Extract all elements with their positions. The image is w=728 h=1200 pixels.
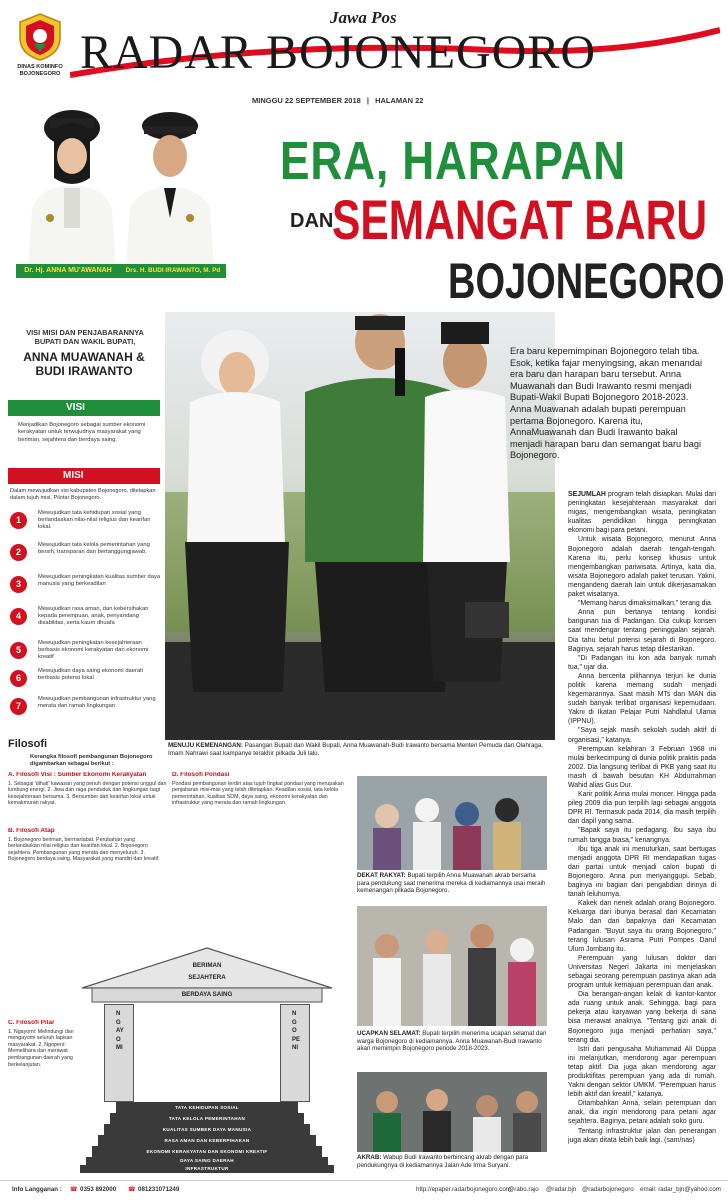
main-photo: [165, 312, 555, 740]
misi-label: MISI: [8, 468, 160, 484]
filosofi-b-head: B. Filosofi Atap: [8, 828, 55, 834]
phone-icon: ☎: [70, 1186, 78, 1193]
filosofi-a-head: A. Filosofi Visi : Sumber Ekonomi Kerakyatan: [8, 772, 147, 778]
list-item: [10, 542, 158, 570]
filosofi-title: Filosofi: [8, 738, 48, 750]
pillar-diagram: [72, 946, 342, 1176]
headline-line2: SEMANGAT BARU: [332, 188, 708, 251]
misi-text: Mewujudkan peningkatan kualitas sumber daya manusia yang berkeadilan: [38, 574, 161, 588]
article-paragraph: Anna pun bertanya tentang kondisi bangunan tua di Padangan. Dia cukup konsen saat mendengar tentang peninggalan sejarah. Dia tahu betul potensi sejarah di Bojonegoro. Baginya, sejarah harus tetap dilestarikan.: [568, 609, 716, 653]
leader-left-name: Dr. Hj. ANNA MU'AWANAH: [16, 264, 120, 278]
misi-number: 7: [10, 698, 27, 715]
footer-social3[interactable]: @radarbojonegoro: [582, 1186, 634, 1193]
list-item: [10, 696, 158, 724]
greeting-photo-icon: [357, 906, 547, 1026]
article-paragraph: "Memang harus dimaksimalkan," terang dia.: [578, 600, 713, 608]
date-bar: MINGGU 22 SEPTEMBER 2018 | HALAMAN 22: [252, 96, 424, 105]
brand-top: Jawa Pos: [330, 8, 397, 27]
footer-email[interactable]: email: radar_bjn@yahoo.com: [640, 1186, 721, 1193]
roof-mid: SEJAHTERA: [188, 974, 226, 981]
article-paragraph: Ibu tiga anak ini menuturkan, saat bertugas menjadi anggota DPR RI mendapatkan tugas dari partai untuk menjadi calon bupati di Bojonegoro. Anna pun menyanggupi. Sebab, baginya ini bagian dari pengabdian dirinya di tanah leluhurnya.: [568, 845, 716, 899]
article-paragraph: "Saya sejak masih sekolah sudah aktif di organisasi," katanya.: [568, 727, 716, 744]
article-paragraph: Kakek dan nenek adalah orang Bojonegoro. Keluarga dari ibunya berasal dari Kecamatan Malo dan dari bapaknya dari Kecamatan Padangan. "Buyut saya itu orang Bojonegoro," terang lulusan Asrama Putri Pompes Darul Ulum Jombang itu.: [568, 900, 716, 953]
article-paragraph: Ditambahkan Anna, selain perempuan dan anak, dia ingin mendorong para petani agar sejahtera. Baginya, petani adalah soko guru.: [568, 1100, 716, 1126]
caption-text: Pasangan Bupati dan Wakil Bupati, Anna Muawanah-Budi Irawanto bersama Menteri Pemuda dan Olahraga, Imam Nahrawi saat kampanye terakhir pilkada Juli lalu.: [168, 742, 544, 757]
footer-phone1: 0353 892000: [80, 1186, 117, 1193]
date-line: MINGGU 22 SEPTEMBER 2018: [252, 96, 361, 105]
filosofi-intro: Kerangka filosofi pembangunan Bojonegoro digambarkan sebagai berikut :: [30, 754, 153, 767]
article-paragraph: "Di Padangan itu kon ada banyak rumah tua," ujar dia.: [568, 654, 716, 671]
article-paragraph: Untuk wisata Bojonegoro, menurut Anna Bojonegoro adalah daerah tengah-tengah. Karena itu, perlu konsep khusus untuk mengembangkan pariwisata. Artinya, kata dia, wisata Bojonegoro adalah paket terusan. Yakni, mengandeng daerah lain untuk dikerjasamakan paket wisatanya.: [568, 536, 716, 599]
foundation-step: DAYA SAING DAERAH: [86, 1157, 328, 1165]
list-item: [10, 640, 158, 668]
filosofi-c-text: 1. Ngayomi: Melindungi dan mengayomi seluruh lapisan masyarakat. 2. Ngopeni: Memelihara dan merawat pembangunan daerah yang berkelanjutan.: [8, 1028, 74, 1068]
budi-portrait: [120, 108, 220, 268]
misi-number: 4: [10, 608, 27, 625]
caption-text: Bupati terpilih menerima ucapan selamat dari warga Bojonegoro di kediamannya. Anna Muawanah-Budi Irawanto akan memimpin Bojonegoro periode 2018-2023.: [357, 1030, 547, 1053]
visi-misi-title: VISI MISI DAN PENJABARANNYA BUPATI DAN WAKIL BUPATI,: [26, 328, 144, 346]
article-paragraph: Tentang infrastruktur jalan dan penerangan juga akan ditata lebih baik lagi. (sam/nas): [568, 1127, 716, 1144]
caption-ucapkan-selamat: [357, 1030, 549, 1053]
footer-social2[interactable]: @radar.bjn: [546, 1186, 577, 1193]
pillar-right-label: NGOPENI: [292, 1011, 301, 1052]
caption-lead: MENUJU KEMENANGAN:: [168, 742, 243, 749]
article-paragraph: Perempuan kelahiran 3 Februari 1968 ini mulai berkecimpung di dunia politik praktis pada 2002. Dia langsung terlibat di PKB yang saat itu masih di bawah besutan KH Abdurrahman Wahid alias Gus Dur.: [568, 745, 716, 789]
foundation-step: EKONOMI KERAKYATAN DAN EKONOMI KREATIF: [92, 1146, 322, 1157]
visi-label: VISI: [8, 400, 160, 416]
pillar-left-label: NGAYOMI: [116, 1011, 124, 1052]
list-item: [10, 510, 158, 538]
photo-ucapkan-selamat: [357, 906, 547, 1026]
headline-line3: BOJONEGORO: [448, 253, 725, 309]
headline-line1: ERA, HARAPAN: [280, 131, 627, 191]
misi-text: Mewujudkan peningkatan kesejahteraan berbasis ekonomi kerakyatan dan ekonomi kreatif: [38, 640, 149, 661]
leaders-portraits: [20, 108, 220, 286]
chat-photo-icon: [357, 1072, 547, 1152]
phone-icon: ☎: [128, 1186, 136, 1193]
caption-lead: AKRAB:: [357, 1154, 382, 1161]
article-paragraph: "Bapak saya itu pedagang. Ibu saya ibu rumah tangga biasa," kenangnya.: [568, 827, 716, 844]
visi-text: Menjadikan Bojonegoro sebagai sumber ekonomi kerakyatan untuk terwujudnya masyarakat yang beriman, sejahtera dan berdaya saing.: [18, 422, 146, 443]
article-body: [568, 490, 716, 1172]
footer-web[interactable]: http://epaper.radarbojonegoro.com: [416, 1186, 511, 1193]
footer-langganan: Info Langganan :: [12, 1186, 62, 1193]
roof-bottom: BERDAYA SAING: [181, 991, 233, 998]
caption-akrab: [357, 1154, 549, 1169]
article-paragraph-text: program telah disiapkan. Mulai dari peningkatan kesejahteraan masyarakat dari migas, mengembangkan wisata, peningkatan kualitas pendidikan hingga peningkatan ekonomi bagi para petani.: [568, 491, 716, 535]
crowd-photo-icon: [357, 776, 547, 870]
misi-text: Mewujudkan tata kehidupan sosial yang berlandaskan nilai-nilai religius dan kearifan lokal.: [38, 510, 151, 531]
visi-misi-names: ANNA MUAWANAH & BUDI IRAWANTO: [23, 350, 145, 378]
footer: [0, 1180, 728, 1200]
misi-text: Mewujudkan daya saing ekonomi daerah berbasis potensi lokal: [38, 668, 144, 682]
misi-text: Mewujudkan rasa aman, dan kebersihakan kepada perempuan, anak, penyandang disabilitas, serta kaum dhuafa: [38, 606, 149, 627]
photo-akrab: [357, 1072, 547, 1152]
roof-top: BERIMAN: [192, 962, 222, 969]
misi-number: 6: [10, 670, 27, 687]
caption-lead: UCAPKAN SELAMAT:: [357, 1030, 421, 1037]
article-paragraph: Dia berangan-angan kelak di kantor-kantor ada ruang untuk anak. Sehingga, bagi para pekerja atau karyawan yang bekerja di sana bisa merawat anaknya. "Tentang gizi anak di Bojonegoro juga menjadi perhatian saya," terang dia.: [568, 991, 716, 1044]
foundation-step: RASA AMAN DAN KEBERPIHAKAN: [98, 1135, 316, 1146]
foundation-step: TATA KEHIDUPAN SOSIAL: [116, 1102, 298, 1113]
page-line: HALAMAN 22: [375, 96, 424, 105]
list-item: [10, 668, 158, 696]
filosofi-d: [172, 772, 350, 952]
brand-title: RADAR BOJONEGORO: [80, 26, 597, 79]
filosofi-a: [8, 772, 168, 826]
filosofi-a-text: 1. Sebagai 'dihati' kawasan yang penuh dengan potensi unggul dan lumbung energi. 2. Jiwa dan raga penduduk dan lingkungan bagi kesejahteraan bersama. 3. Bersumber dari kearifan lokal untuk kemakmuran rakyat.: [8, 780, 167, 807]
caption-text: Bupati terpilih Anna Muawanah akrab bersama para pendukung saat menerima mereka di kediamannya usai meraih kemenangan pilkada Bojonegoro.: [357, 872, 546, 895]
footer-phone2: 081231071249: [138, 1186, 180, 1193]
foundation-step: INFRASTRUKTUR: [80, 1165, 334, 1173]
leader-right-name: Drs. H. BUDI IRAWANTO, M. Pd: [120, 264, 226, 278]
article-paragraph: Istri dari pengusaha Muhammad Ali Duppa ini melanjutkan, mendorong agar perempuan tetap aktif. Dia juga akan mendorong agar produktifitas perempuan yang ada di rumah. Yakni dengan sektor UMKM. "Perempuan harus lebih aktif dan kreatif," katanya.: [568, 1045, 716, 1099]
list-item: [10, 574, 161, 602]
filosofi-b: [8, 828, 168, 958]
caption-lead: DEKAT RAKYAT:: [357, 872, 406, 879]
foundation-step: TATA KELOLA PEMERINTAHAN: [110, 1113, 304, 1124]
photo-dekat-rakyat: [357, 776, 547, 870]
filosofi-b-text: 1. Bojonegoro beriman, bermartabat. Perubahan yang berlandaskan nilai religius dan kearifan lokal. 2. Bojonegoro sejahtera. Pembangunan yang merata dan menyeluruh. 3. Bojonegoro berdaya saing. Masyarakat yang mandiri dan kreatif.: [8, 836, 160, 863]
filosofi-panel: [0, 736, 352, 1176]
logo-label: DINAS KOMINFO BOJONEGORO: [17, 64, 63, 77]
misi-number: 2: [10, 544, 27, 561]
anna-portrait: [20, 108, 120, 268]
caption-dekat-rakyat: [357, 872, 549, 895]
list-item: [10, 606, 158, 634]
lead-paragraph: Era baru kepemimpinan Bojonegoro telah tiba. Esok, ketika fajar menyingsing, akan menandai era baru dan harapan baru tersebut. Anna Muawanah dan Budi Irawanto resmi menjadi Bupati-Wakil Bupati Bojonegoro 2018-2023. Anna Muawanah adalah bupati perempuan pertama Bojonegoro. Karena itu, AnnaMuawanah dan Budi Irawanto bakal menjadi harapan baru dan semangat baru bagi Bojonegoro.: [510, 346, 703, 461]
campaign-stage-photo-icon: [165, 312, 555, 740]
misi-number: 5: [10, 642, 27, 659]
article-paragraph: Perempuan yang lulusan doktor dari Universitas Negeri Jakarta ini menjelaskan sebagai seorang perempuan pastinya akan ada program untuk kemajuan perempuan dan anak.: [568, 954, 716, 990]
misi-text: Mewujudkan pembangunan infrastruktur yang merata dan ramah lingkungan: [38, 696, 156, 710]
visi-misi-panel: [0, 322, 165, 732]
foundation-step: KUALITAS SUMBER DAYA MANUSIA: [104, 1124, 310, 1135]
misi-text: Mewujudkan tata kelola pemerintahan yang bersih, transparan dan bertanggungjawab.: [38, 542, 150, 556]
bojonegoro-emblem-icon: [14, 12, 66, 62]
headline-dan: DAN: [290, 210, 334, 232]
article-paragraph: [568, 490, 716, 535]
kominfo-logo: [14, 12, 66, 82]
filosofi-d-text: Pondasi pembangunan terdiri atas tujuh tingkat pondasi yang merupakan penjabaran misi-misi yang telah ditetapkan. Keadilan sosial, tata kelola pemerintahan, kualitas SDM, daya saing, ekonomi kerakyatan dan infrastruktur yang merata dan ramah lingkungan.: [172, 780, 344, 807]
caption-text: Wabup Budi Irawanto berbincang akrab dengan para pendukungnya di kediamannya Jalan Ade Irma Suryani.: [357, 1154, 529, 1169]
article-lead-word: SEJUMLAH: [568, 491, 606, 498]
article-paragraph: Anna bercerita pilihannya terjun ke dunia politik karena memang sudah menjadi kegemarannya. Saat masih MTs dan MAN dia sudah banyak terlibat organisasi kepemudaan. Yakni di Ikatan Pelajar Putri Nahdlatul Ulama (IPPNU).: [568, 672, 716, 726]
misi-intro: Dalam mewujudkan visi kabupaten Bojonegoro, ditetapkan dalam tujuh misi, Pilotar Bojonegoro.: [10, 488, 156, 501]
filosofi-c-head: C. Filosofi Pilar: [8, 1020, 55, 1026]
article-paragraph: Karir politik Anna mulai moncer. Hingga pada pileg 2009 dia pun terpilih lagi sebagai anggota DPR RI. Termasuk pada 2014, dia masih terpilih dan dapil yang sama.: [568, 791, 716, 826]
footer-social1[interactable]: @rabo.rajo: [508, 1186, 539, 1193]
filosofi-d-head: D. Filosofi Pondasi: [172, 772, 230, 778]
misi-number: 3: [10, 576, 27, 593]
misi-number: 1: [10, 512, 27, 529]
headline: [240, 131, 725, 322]
